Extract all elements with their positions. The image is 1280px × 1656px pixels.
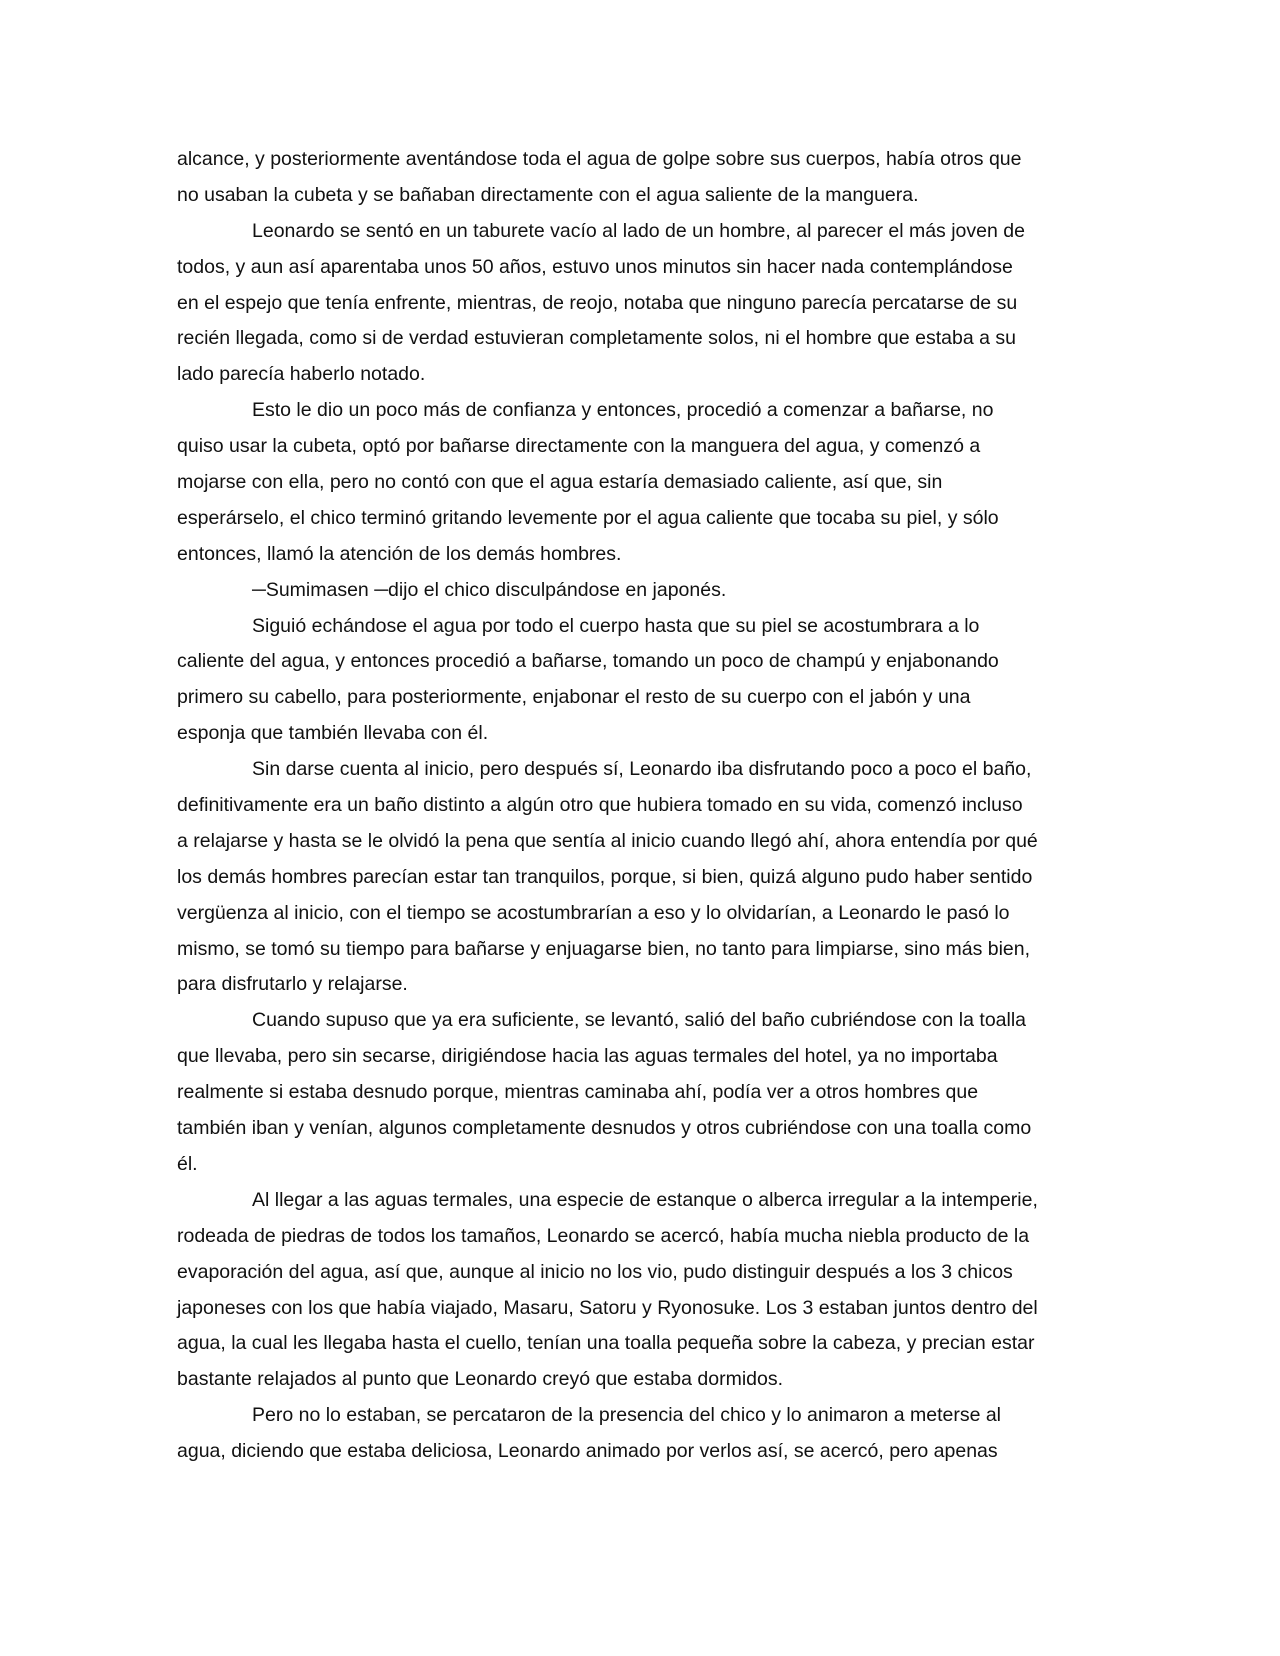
paragraph <box>177 1003 1107 1182</box>
text-line: vergüenza al inicio, con el tiempo se acostumbrarían a eso y lo olvidarían, a Leonardo le pasó lo <box>177 901 1010 924</box>
text-line: agua, diciendo que estaba deliciosa, Leonardo animado por verlos así, se acercó, pero apenas <box>177 1440 998 1463</box>
text-line: realmente si estaba desnudo porque, mientras caminaba ahí, podía ver a otros hombres que <box>177 1081 979 1104</box>
body-text <box>177 142 1107 1470</box>
text-line: caliente del agua, y entonces procedió a bañarse, tomando un poco de champú y enjabonando <box>177 650 999 673</box>
paragraph <box>177 752 1107 1003</box>
text-line: esponja que también llevaba con él. <box>177 722 489 745</box>
text-line: en el espejo que tenía enfrente, mientras, de reojo, notaba que ninguno parecía percatarse de su <box>177 291 1018 314</box>
text-line: primero su cabello, para posteriormente, enjabonar el resto de su cuerpo con el jabón y una <box>177 686 971 709</box>
text-line: para disfrutarlo y relajarse. <box>177 973 408 996</box>
text-line: mismo, se tomó su tiempo para bañarse y enjuagarse bien, no tanto para limpiarse, sino más bien, <box>177 937 1031 960</box>
paragraph <box>177 142 1107 214</box>
text-line: evaporación del agua, así que, aunque al inicio no los vio, pudo distinguir después a los 3 chicos <box>177 1260 1013 1283</box>
text-line: los demás hombres parecían estar tan tranquilos, porque, si bien, quizá alguno pudo haber sentido <box>177 865 1033 888</box>
text-line: definitivamente era un baño distinto a algún otro que hubiera tomado en su vida, comenzó incluso <box>177 794 1023 817</box>
text-line: japoneses con los que había viajado, Masaru, Satoru y Ryonosuke. Los 3 estaban juntos dentro del <box>177 1296 1038 1319</box>
text-line: esperárselo, el chico terminó gritando levemente por el agua caliente que tocaba su piel, y sólo <box>177 506 999 529</box>
paragraph <box>177 573 1107 609</box>
text-line: rodeada de piedras de todos los tamaños, Leonardo se acercó, había mucha niebla producto de la <box>177 1224 1030 1247</box>
text-line: a relajarse y hasta se le olvidó la pena que sentía al inicio cuando llegó ahí, ahora entendía por qué <box>177 829 1038 852</box>
paragraph <box>177 609 1107 753</box>
text-line: él. <box>177 1152 198 1175</box>
text-line: Pero no lo estaban, se percataron de la presencia del chico y lo animaron a meterse al <box>252 1404 1002 1427</box>
paragraph <box>177 1398 1107 1470</box>
text-line: que llevaba, pero sin secarse, dirigiéndose hacia las aguas termales del hotel, ya no importaba <box>177 1045 998 1068</box>
paragraph <box>177 214 1107 393</box>
text-line: quiso usar la cubeta, optó por bañarse directamente con la manguera del agua, y comenzó a <box>177 435 981 458</box>
paragraph <box>177 393 1107 572</box>
text-line: Cuando supuso que ya era suficiente, se levantó, salió del baño cubriéndose con la toalla <box>252 1009 1027 1032</box>
text-line: alcance, y posteriormente aventándose toda el agua de golpe sobre sus cuerpos, había otros que <box>177 148 1022 170</box>
text-line: no usaban la cubeta y se bañaban directamente con el agua saliente de la manguera. <box>177 183 919 206</box>
text-line: todos, y aun así aparentaba unos 50 años, estuvo unos minutos sin hacer nada contemplándose <box>177 255 1013 278</box>
text-line: Esto le dio un poco más de confianza y entonces, procedió a comenzar a bañarse, no <box>252 399 994 422</box>
text-line: lado parecía haberlo notado. <box>177 363 426 386</box>
text-line: bastante relajados al punto que Leonardo creyó que estaba dormidos. <box>177 1368 784 1391</box>
text-line: ─Sumimasen ─dijo el chico disculpándose en japonés. <box>252 578 727 601</box>
text-line: recién llegada, como si de verdad estuvieran completamente solos, ni el hombre que estaba a su <box>177 327 1016 350</box>
text-line: Al llegar a las aguas termales, una especie de estanque o alberca irregular a la intemperie, <box>252 1188 1038 1211</box>
text-line: Leonardo se sentó en un taburete vacío al lado de un hombre, al parecer el más joven de <box>252 219 1025 242</box>
paragraph <box>177 1183 1107 1398</box>
text-line: entonces, llamó la atención de los demás hombres. <box>177 542 622 565</box>
text-line: también iban y venían, algunos completamente desnudos y otros cubriéndose con una toalla como <box>177 1117 1032 1140</box>
text-line: Siguió echándose el agua por todo el cuerpo hasta que su piel se acostumbrara a lo <box>252 614 980 637</box>
text-line: agua, la cual les llegaba hasta el cuello, tenían una toalla pequeña sobre la cabeza, y precian estar <box>177 1332 1035 1355</box>
text-line: Sin darse cuenta al inicio, pero después sí, Leonardo iba disfrutando poco a poco el baño, <box>252 758 1032 781</box>
text-line: mojarse con ella, pero no contó con que el agua estaría demasiado caliente, así que, sin <box>177 471 943 494</box>
